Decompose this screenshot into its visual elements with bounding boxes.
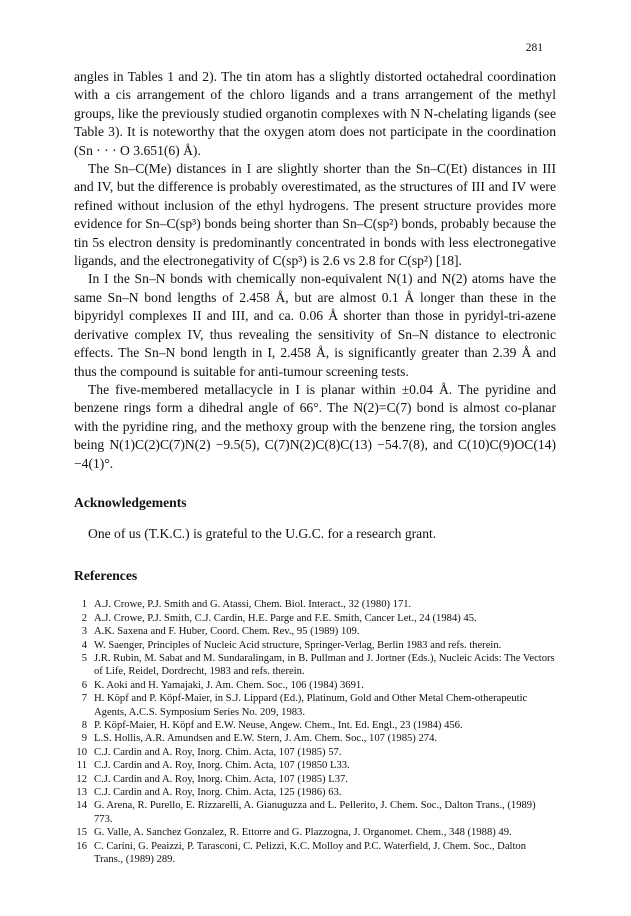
acknowledgements-text: One of us (T.K.C.) is grateful to the U.G.C. for a research grant.	[88, 525, 437, 541]
reference-item	[74, 826, 556, 839]
reference-text: A.J. Crowe, P.J. Smith, C.J. Cardin, H.E. Parge and F.E. Smith, Cancer Let., 24 (1984) 45.	[94, 612, 477, 624]
reference-number: 5	[81, 652, 87, 664]
reference-item	[74, 840, 556, 867]
reference-number: 13	[76, 787, 87, 799]
reference-number: 7	[81, 693, 87, 705]
reference-number: 15	[76, 827, 87, 839]
reference-item	[74, 799, 556, 826]
reference-number: 4	[81, 639, 87, 651]
references-heading: References	[74, 568, 138, 584]
body-paragraph-3: In I the Sn–N bonds with chemically non-equivalent N(1) and N(2) atoms have the same Sn–N bond lengths of 2.458 Å, but are almost 0.1 Å longer than these in the bipyridyl complexes II and III, and ca. 0.06 Å shorter than those in pyridyl-tri-azene derivative complex IV, thus revealing the sensitivity of Sn–N distance to electronic effects. The Sn–N bond length in I, 2.458 Å, is significantly greater than 2.39 Å and thus the compound is suitable for anti-tumour screening tests.	[74, 271, 556, 379]
reference-item	[74, 639, 556, 652]
reference-text: G. Arena, R. Purello, E. Rizzarelli, A. Gianuguzza and L. Pellerito, J. Chem. Soc., Dalton Trans., (1989) 773.	[94, 800, 536, 825]
reference-number: 2	[81, 612, 87, 624]
reference-item	[74, 773, 556, 786]
reference-text: K. Aoki and H. Yamajaki, J. Am. Chem. Soc., 106 (1984) 3691.	[94, 679, 364, 691]
reference-text: C. Carini, G. Peaizzi, P. Tarasconi, C. Pelizzi, K.C. Molloy and P.C. Waterfield, J. Chem. Soc., Dalton Trans., (1989) 289.	[94, 840, 527, 866]
references-list	[74, 598, 556, 866]
reference-text: A.J. Crowe, P.J. Smith and G. Atassi, Chem. Biol. Interact., 32 (1980) 171.	[94, 599, 412, 611]
reference-text: C.J. Cardin and A. Roy, Inorg. Chim. Acta, 107 (1985) 57.	[94, 746, 342, 758]
reference-item	[74, 679, 556, 692]
reference-number: 9	[81, 733, 87, 745]
reference-item	[74, 612, 556, 625]
reference-item	[74, 759, 556, 772]
reference-number: 12	[76, 773, 87, 785]
reference-text: H. Köpf and P. Köpf-Maier, in S.J. Lippard (Ed.), Platinum, Gold and Other Metal Chem-otherapeutic Agents, A.C.S. Symposium Series No. 209, 1983.	[94, 693, 528, 718]
reference-text: J.R. Rubin, M. Sabat and M. Sundaralingam, in B. Pullman and J. Jortner (Eds.), Nucleic Acids: The Vectors of Life, Reidel, Dordrecht, 1983 and refs. therein.	[94, 652, 555, 678]
reference-item	[74, 692, 556, 719]
reference-number: 10	[76, 746, 87, 758]
reference-number: 1	[81, 599, 87, 611]
reference-number: 8	[81, 720, 87, 731]
reference-text: P. Köpf-Maier, H. Köpf and E.W. Neuse, Angew. Chem., Int. Ed. Engl., 23 (1984) 456.	[94, 720, 463, 731]
reference-text: C.J. Cardin and A. Roy, Inorg. Chim. Acta, 107 (19850 L33.	[94, 760, 350, 772]
acknowledgements-heading: Acknowledgements	[74, 494, 187, 510]
reference-text: L.S. Hollis, A.R. Amundsen and E.W. Stern, J. Am. Chem. Soc., 107 (1985) 274.	[94, 733, 438, 745]
reference-number: 3	[81, 626, 87, 638]
page-number: 281	[525, 42, 543, 54]
reference-item	[74, 732, 556, 745]
reference-number: 14	[76, 800, 87, 812]
reference-item	[74, 786, 556, 799]
reference-item	[74, 746, 556, 759]
reference-text: C.J. Cardin and A. Roy, Inorg. Chim. Acta, 107 (1985) L37.	[94, 773, 348, 785]
reference-number: 16	[76, 840, 87, 852]
reference-text: A.K. Saxena and F. Huber, Coord. Chem. Rev., 95 (1989) 109.	[94, 626, 360, 638]
reference-item	[74, 625, 556, 638]
article-body	[74, 68, 556, 866]
body-paragraph-1: angles in Tables 1 and 2). The tin atom has a slightly distorted octahedral coordination with a cis arrangement of the chloro ligands and a trans arrangement of the methyl groups, like the previously studied organotin complexes with N N-chelating ligands (see Table 3). It is noteworthy that the oxygen atom does not participate in the coordination (Sn · · · O 3.651(6) Å).	[74, 69, 556, 158]
body-paragraph-2: The Sn–C(Me) distances in I are slightly shorter than the Sn–C(Et) distances in III and IV, but the difference is probably overestimated, as the structures of III and IV were refined without inclusion of the ethyl hydrogens. The present structure provides more evidence for Sn–C(sp³) bonds being shorter than Sn–C(sp²) bonds, probably because the tin 5s electron density is predominantly concentrated in bonds with less electronegative ligands, and the electronegativity of C(sp³) is 2.6 vs 2.8 for C(sp²) [18].	[74, 161, 556, 269]
reference-item	[74, 719, 556, 732]
reference-item	[74, 598, 556, 611]
reference-text: C.J. Cardin and A. Roy, Inorg. Chim. Acta, 125 (1986) 63.	[94, 787, 342, 799]
reference-text: G. Valle, A. Sanchez Gonzalez, R. Ettorre and G. Plazzogna, J. Organomet. Chem., 348 (1988) 49.	[94, 827, 512, 839]
reference-item	[74, 652, 556, 679]
reference-text: W. Saenger, Principles of Nucleic Acid structure, Springer-Verlag, Berlin 1983 and refs. therein.	[94, 639, 502, 651]
reference-number: 11	[76, 760, 87, 772]
body-paragraph-4: The five-membered metallacycle in I is planar within ±0.04 Å. The pyridine and benzene rings form a dihedral angle of 66°. The N(2)=C(7) bond is almost co-planar with the pyridine ring, and the methoxy group with the benzene ring, the torsion angles being N(1)C(2)C(7)N(2) −9.5(5), C(7)N(2)C(8)C(13) −54.7(8), and C(10)C(9)OC(14) −4(1)°.	[74, 381, 556, 471]
reference-number: 6	[81, 679, 87, 691]
